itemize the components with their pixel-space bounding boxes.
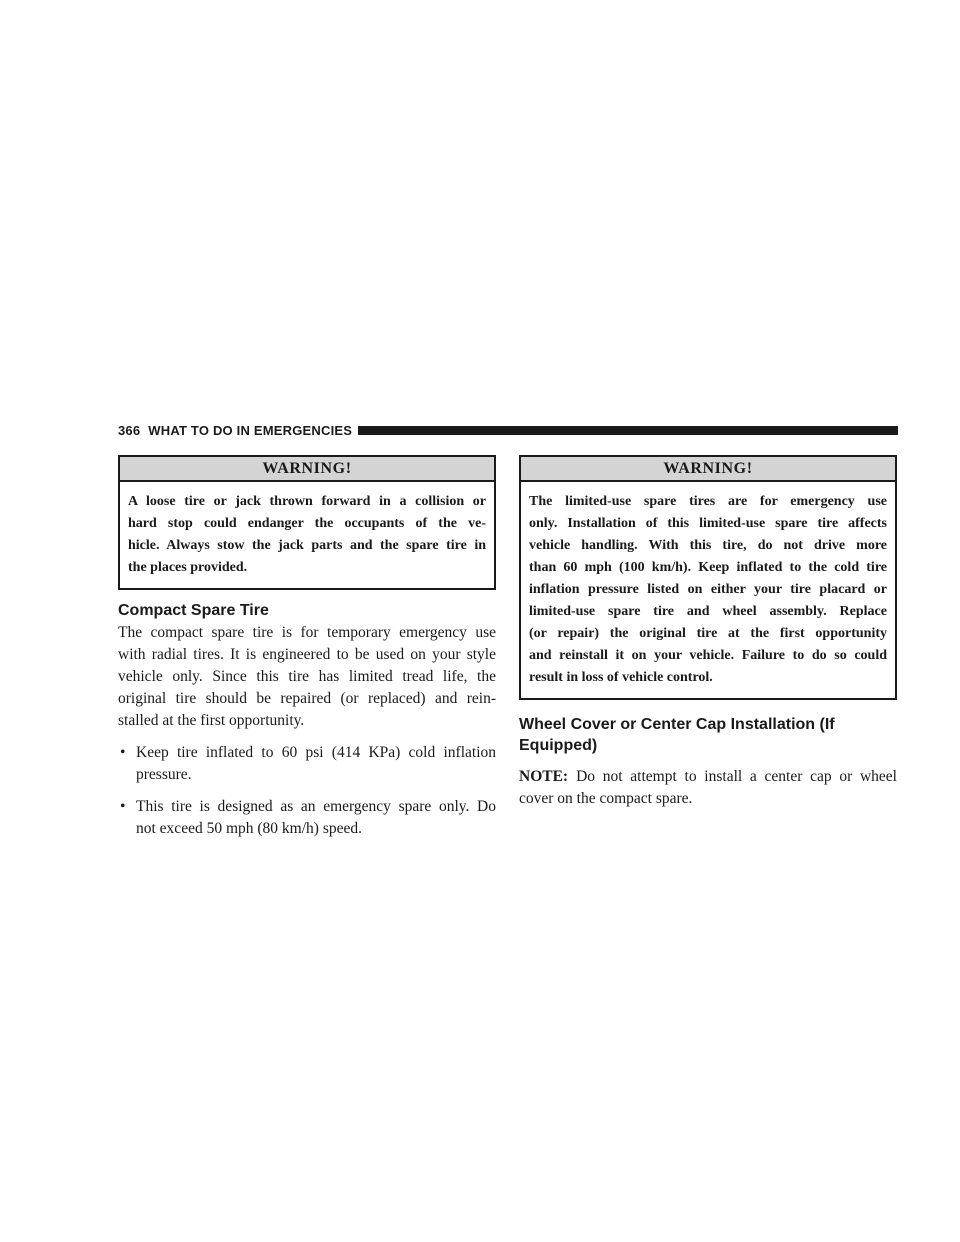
warning-line: only. Installation of this limited-use spare tire affects [529, 516, 887, 531]
paragraph-line: stalled at the first opportunity. [118, 712, 305, 729]
warning-body [521, 482, 895, 698]
warning-line: and reinstall it on your vehicle. Failure to do so could [529, 648, 887, 663]
warning-title: WARNING! [120, 457, 494, 482]
note-line: cover on the compact spare. [519, 790, 693, 807]
header-rule [358, 426, 898, 435]
heading-line: Wheel Cover or Center Cap Installation (If [519, 716, 835, 733]
warning-line: inflation pressure listed on either your tire placard or [529, 582, 887, 597]
note-text: Do not attempt to install a center cap or wheel [576, 768, 897, 785]
warning-line: hard stop could endanger the occupants of the ve- [128, 516, 486, 531]
warning-line: than 60 mph (100 km/h). Keep inflated to the cold tire [529, 560, 887, 575]
page-header [118, 422, 898, 438]
warning-title: WARNING! [521, 457, 895, 482]
bullet-line: This tire is designed as an emergency spare only. Do [136, 798, 496, 815]
warning-line: (or repair) the original tire at the first opportunity [529, 626, 887, 641]
paragraph-line: The compact spare tire is for temporary emergency use [118, 624, 496, 641]
warning-line: result in loss of vehicle control. [529, 670, 713, 685]
bullet-line: pressure. [136, 766, 192, 783]
bullet-item-inflation [118, 742, 496, 786]
warning-body [120, 482, 494, 588]
page-number: 366 [118, 422, 141, 438]
section-title: WHAT TO DO IN EMERGENCIES [148, 422, 353, 438]
paragraph-line: vehicle only. Since this tire has limited tread life, the [118, 668, 496, 685]
heading-line: Equipped) [519, 737, 598, 754]
heading-wheel-cover-installation [519, 714, 897, 756]
right-column [519, 455, 897, 810]
warning-line: hicle. Always stow the jack parts and the spare tire in [128, 538, 486, 553]
bullet-line: not exceed 50 mph (80 km/h) speed. [136, 820, 362, 837]
left-column [118, 455, 496, 840]
warning-line: the places provided. [128, 560, 248, 575]
note-label: NOTE: [519, 768, 569, 785]
warning-line: vehicle handling. With this tire, do not drive more [529, 538, 887, 553]
paragraph-line: original tire should be repaired (or replaced) and rein- [118, 690, 496, 707]
warning-line: limited-use spare tire and wheel assembly. Replace [529, 604, 887, 619]
note-line [519, 766, 897, 788]
bullet-item-speed-limit [118, 796, 496, 840]
bullet-line: Keep tire inflated to 60 psi (414 KPa) cold inflation [136, 744, 496, 761]
warning-box-jack-stowage [118, 455, 496, 590]
heading-compact-spare-tire: Compact Spare Tire [118, 602, 269, 619]
warning-box-limited-use-spare [519, 455, 897, 700]
paragraph-line: with radial tires. It is engineered to be used on your style [118, 646, 496, 663]
compact-spare-paragraph [118, 622, 496, 732]
bullet-icon: • [120, 798, 126, 815]
warning-line: The limited-use spare tires are for emergency use [529, 494, 887, 509]
bullet-icon: • [120, 744, 126, 761]
wheel-cover-note [519, 766, 897, 810]
warning-line: A loose tire or jack thrown forward in a collision or [128, 494, 486, 509]
